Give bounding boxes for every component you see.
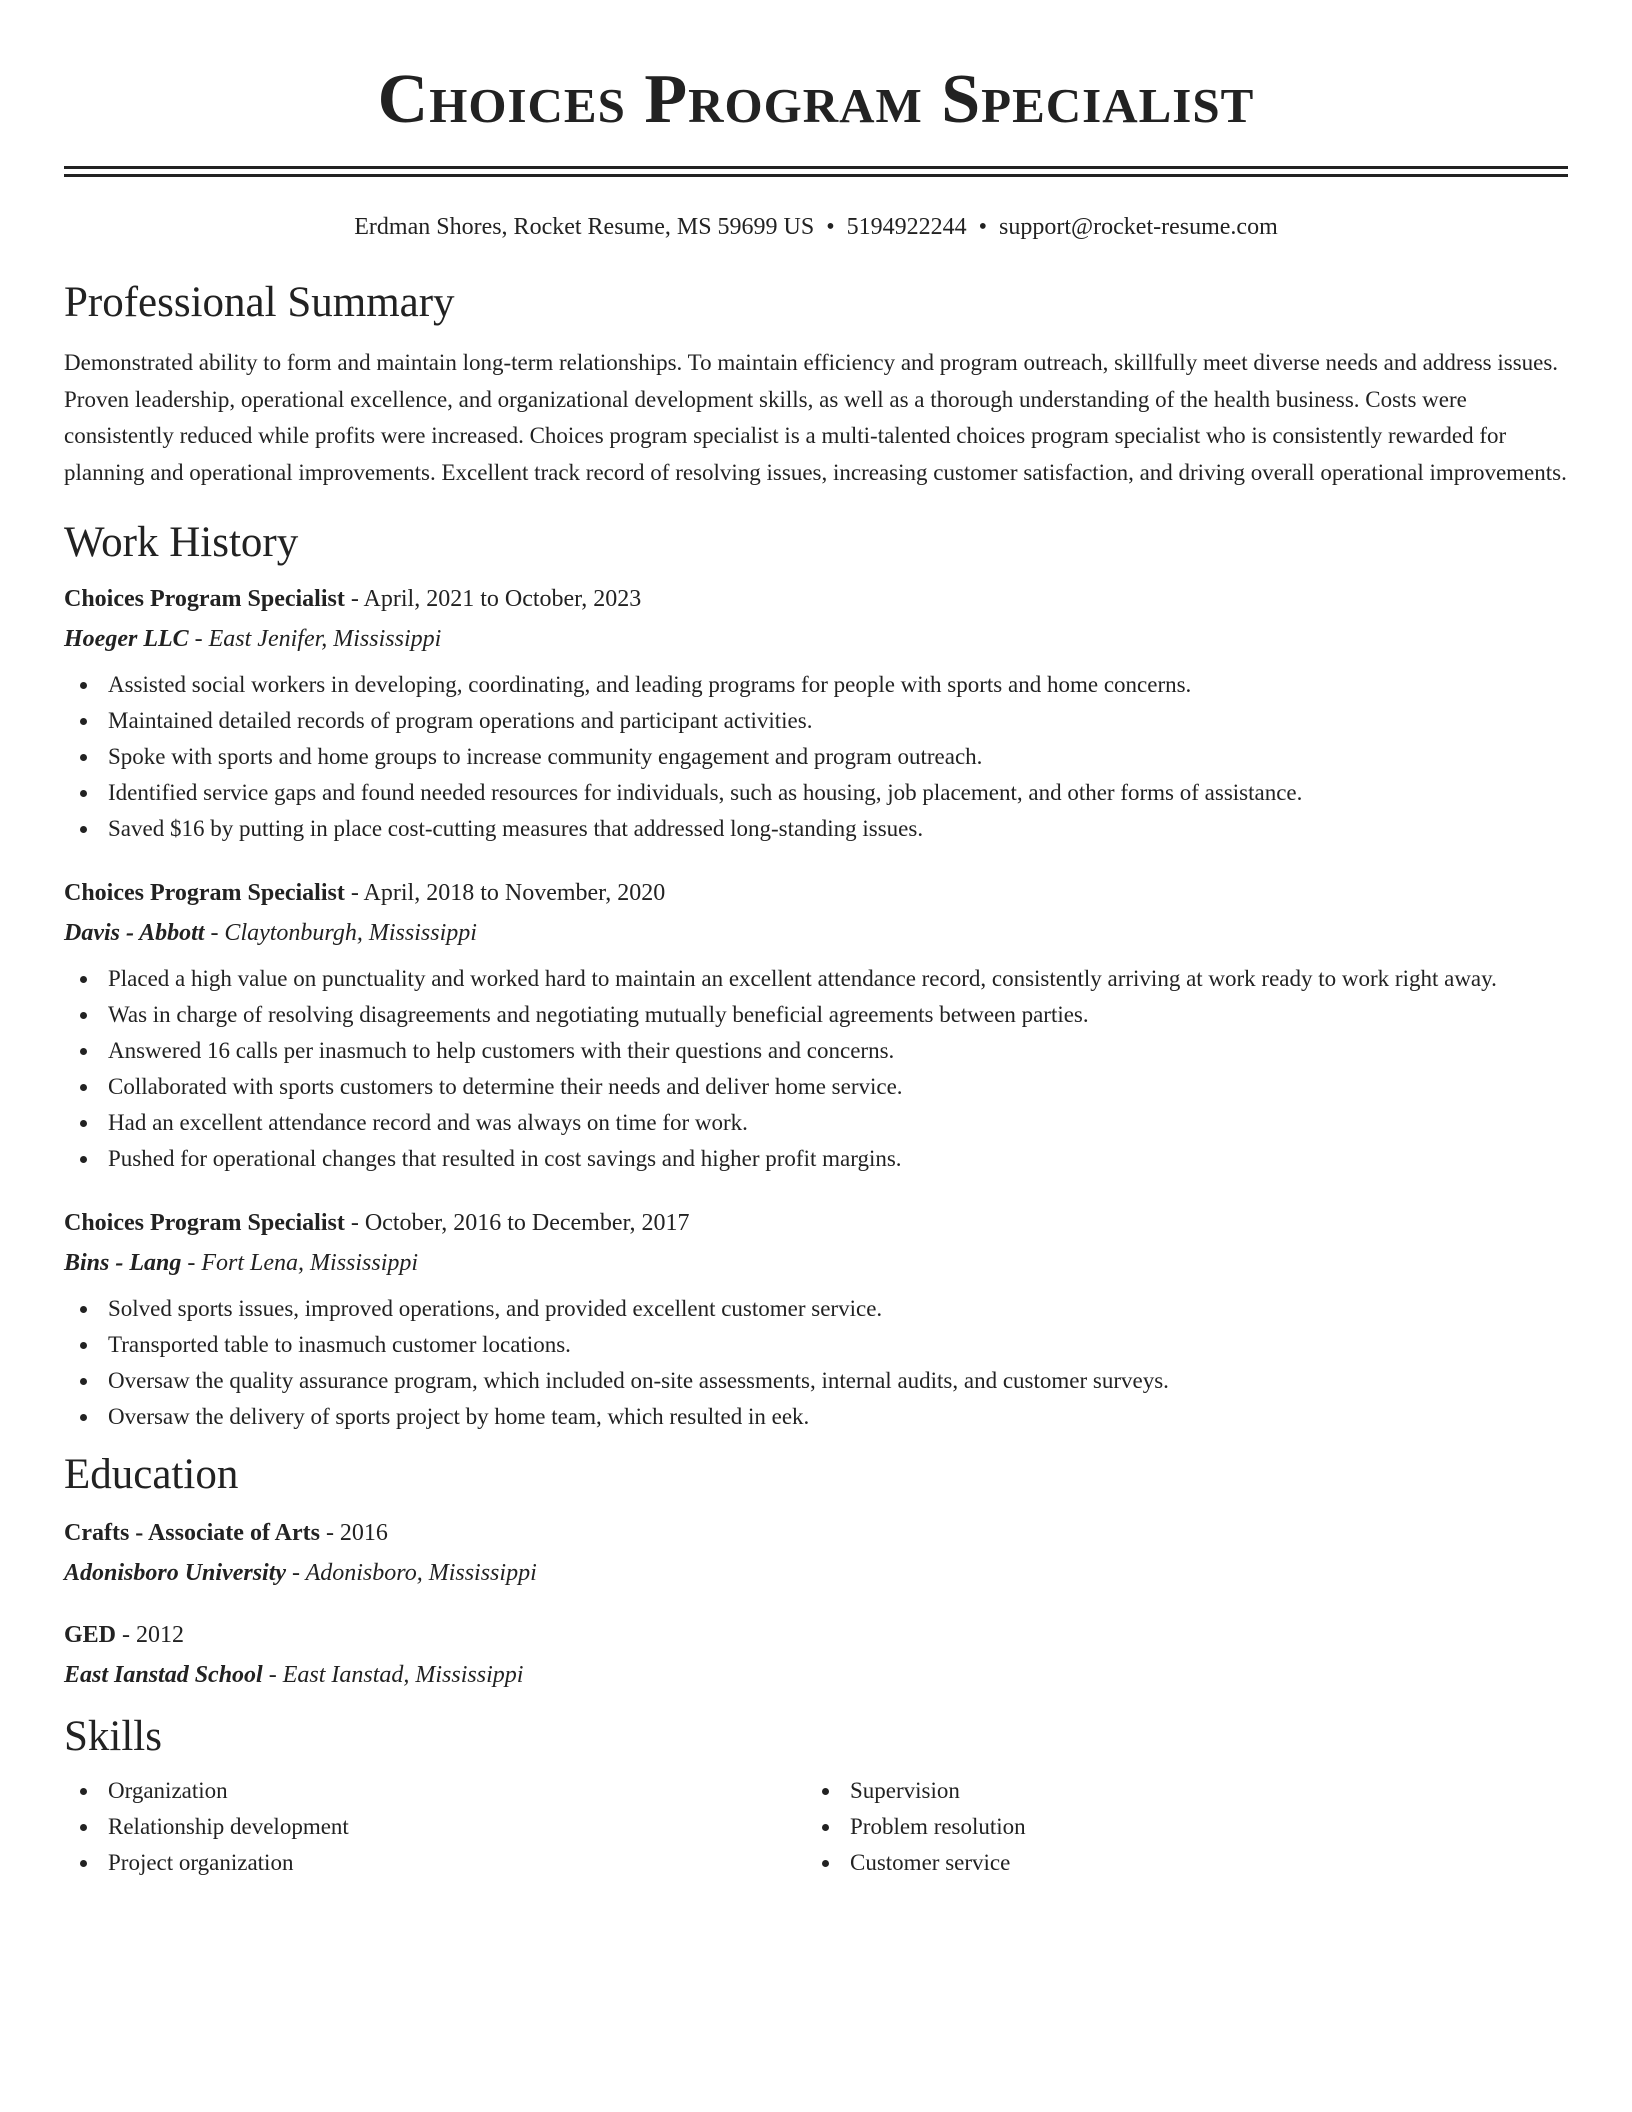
list-item: Solved sports issues, improved operations, and provided excellent customer service. <box>64 1291 1568 1327</box>
title-double-rule <box>64 166 1568 177</box>
section-heading-skills: Skills <box>64 1713 162 1760</box>
list-item: Was in charge of resolving disagreements and negotiating mutually beneficial agreements between parties. <box>64 997 1568 1033</box>
section-heading-work-history: Work History <box>64 519 299 566</box>
summary-text: Demonstrated ability to form and maintain long-term relationships. To maintain efficiency and program outreach, skillfully meet diverse needs and address issues. Proven leadership, operational excellence, and organizational development skills, as well as a thorough understanding of the health business. Costs were consistently reduced while profits were increased. Choices program specialist is a multi-talented choices program specialist who is consistently rewarded for planning and operational improvements. Excellent track record of resolving issues, increasing customer satisfaction, and driving overall operational improvements. <box>64 350 1567 485</box>
education-location: - East Ianstad, Mississippi <box>262 1662 524 1688</box>
job-company: Hoeger LLC <box>64 626 189 652</box>
skill-item: Problem resolution <box>806 1809 1548 1845</box>
list-item: Oversaw the quality assurance program, which included on-site assessments, internal audits, and customer surveys. <box>64 1363 1568 1399</box>
list-item: Saved $16 by putting in place cost-cutting measures that addressed long-standing issues. <box>64 811 1568 847</box>
section-heading-education: Education <box>64 1451 239 1498</box>
list-item: Assisted social workers in developing, coordinating, and leading programs for people with sports and home concerns. <box>64 667 1568 703</box>
education-year: - 2016 <box>319 1520 388 1546</box>
job-title: Choices Program Specialist <box>64 880 345 906</box>
job-location: - Fort Lena, Mississippi <box>181 1250 419 1276</box>
contact-address: Erdman Shores, Rocket Resume, MS 59699 US <box>354 214 815 240</box>
education-school-line <box>64 1557 1568 1589</box>
contact-separator: • <box>826 214 835 240</box>
section-heading-summary: Professional Summary <box>64 279 455 326</box>
list-item: Transported table to inasmuch customer locations. <box>64 1327 1568 1363</box>
list-item: Answered 16 calls per inasmuch to help customers with their questions and concerns. <box>64 1033 1568 1069</box>
job-company-line <box>64 1247 1568 1279</box>
skill-item: Organization <box>64 1773 806 1809</box>
job-bullets <box>64 667 1568 847</box>
list-item: Had an excellent attendance record and was always on time for work. <box>64 1105 1568 1141</box>
skills-list-right <box>806 1773 1548 1881</box>
job-entry <box>64 583 1568 847</box>
contact-phone: 5194922244 <box>846 214 967 240</box>
skills-columns <box>64 1773 1568 1881</box>
contact-line <box>64 211 1568 243</box>
job-title-line <box>64 877 1568 909</box>
list-item: Placed a high value on punctuality and worked hard to maintain an excellent attendance record, consistently arriving at work ready to work right away. <box>64 961 1568 997</box>
education-school: East Ianstad School <box>64 1662 263 1688</box>
job-location: - Claytonburgh, Mississippi <box>204 920 477 946</box>
skill-item: Relationship development <box>64 1809 806 1845</box>
education-entry <box>64 1517 1568 1589</box>
job-bullets <box>64 1291 1568 1435</box>
resume-page <box>64 0 1568 1881</box>
job-title: Choices Program Specialist <box>64 586 345 612</box>
skill-item: Supervision <box>806 1773 1548 1809</box>
job-title: Choices Program Specialist <box>64 1210 345 1236</box>
contact-separator: • <box>978 214 988 240</box>
job-title-line <box>64 583 1568 615</box>
job-entry <box>64 1207 1568 1435</box>
education-school: Adonisboro University <box>64 1560 287 1586</box>
education-degree-line <box>64 1517 1568 1549</box>
job-title-line <box>64 1207 1568 1239</box>
list-item: Identified service gaps and found needed resources for individuals, such as housing, job placement, and other forms of assistance. <box>64 775 1568 811</box>
education-degree-line <box>64 1619 1568 1651</box>
job-company: Davis - Abbott <box>64 920 205 946</box>
job-bullets <box>64 961 1568 1177</box>
resume-title: Choices Program Specialist <box>377 61 1255 138</box>
skills-list-left <box>64 1773 806 1881</box>
education-degree: Crafts - Associate of Arts <box>64 1520 320 1546</box>
education-school-line <box>64 1659 1568 1691</box>
list-item: Collaborated with sports customers to determine their needs and deliver home service. <box>64 1069 1568 1105</box>
education-degree: GED <box>64 1622 117 1648</box>
job-dates: - April, 2021 to October, 2023 <box>344 586 642 612</box>
job-company-line <box>64 623 1568 655</box>
education-location: - Adonisboro, Mississippi <box>286 1560 537 1586</box>
job-dates: - April, 2018 to November, 2020 <box>344 880 666 906</box>
education-entry <box>64 1619 1568 1691</box>
contact-email[interactable]: support@rocket-resume.com <box>999 214 1278 240</box>
job-company-line <box>64 917 1568 949</box>
education-year: - 2012 <box>116 1622 185 1648</box>
job-dates: - October, 2016 to December, 2017 <box>344 1210 690 1236</box>
skill-item: Project organization <box>64 1845 806 1881</box>
skill-item: Customer service <box>806 1845 1548 1881</box>
job-company: Bins - Lang <box>64 1250 182 1276</box>
list-item: Pushed for operational changes that resulted in cost savings and higher profit margins. <box>64 1141 1568 1177</box>
list-item: Maintained detailed records of program operations and participant activities. <box>64 703 1568 739</box>
job-location: - East Jenifer, Mississippi <box>188 626 442 652</box>
list-item: Spoke with sports and home groups to increase community engagement and program outreach. <box>64 739 1568 775</box>
list-item: Oversaw the delivery of sports project by home team, which resulted in eek. <box>64 1399 1568 1435</box>
job-entry <box>64 877 1568 1177</box>
